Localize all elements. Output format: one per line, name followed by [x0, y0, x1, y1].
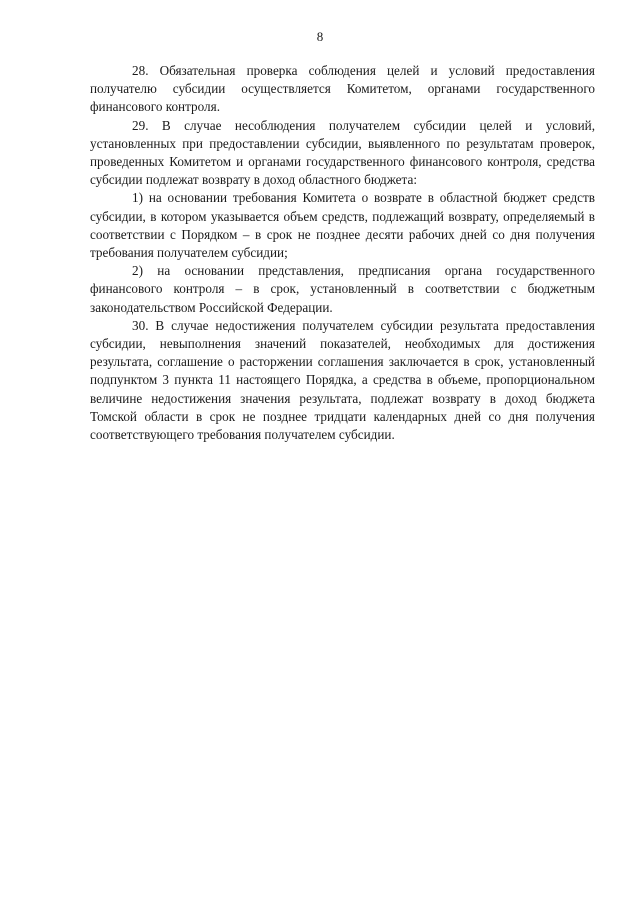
paragraph-29-item-2: 2) на основании представления, предписания органа государственного финансового контроля – в срок, установленный в соответствии с бюджетным законодательством Российской Федерации.	[90, 263, 595, 315]
page-number: 8	[316, 29, 324, 44]
paragraph-29-item-1: 1) на основании требования Комитета о возврате в областной бюджет средств субсидии, в котором указывается объем средств, подлежащий возврату, определяемый в соответствии с Порядком – в срок не позднее десяти рабочих дней со дня получения требования получателем субсидии;	[90, 190, 595, 261]
paragraph-29: 29. В случае несоблюдения получателем субсидии целей и условий, установленных при предоставлении субсидии, выявленного по результатам проверок, проведенных Комитетом и органами государственного финансового контроля, средства субсидии подлежат возврату в доход областного бюджета:	[90, 117, 595, 188]
paragraph-28: 28. Обязательная проверка соблюдения целей и условий предоставления получателю субсидии осуществляется Комитетом, органами государственного финансового контроля.	[90, 63, 595, 115]
document-body	[90, 62, 595, 444]
paragraph-30: 30. В случае недостижения получателем субсидии результата предоставления субсидии, невыполнения значений показателей, необходимых для достижения результата, соглашение о расторжении соглашения заключается в срок, установленный подпунктом 3 пункта 11 настоящего Порядка, а средства в объеме, пропорциональном величине недостижения значения результата, подлежат возврату в доход бюджета Томской области в срок не позднее тридцати календарных дней со дня получения соответствующего требования получателем субсидии.	[90, 317, 595, 443]
